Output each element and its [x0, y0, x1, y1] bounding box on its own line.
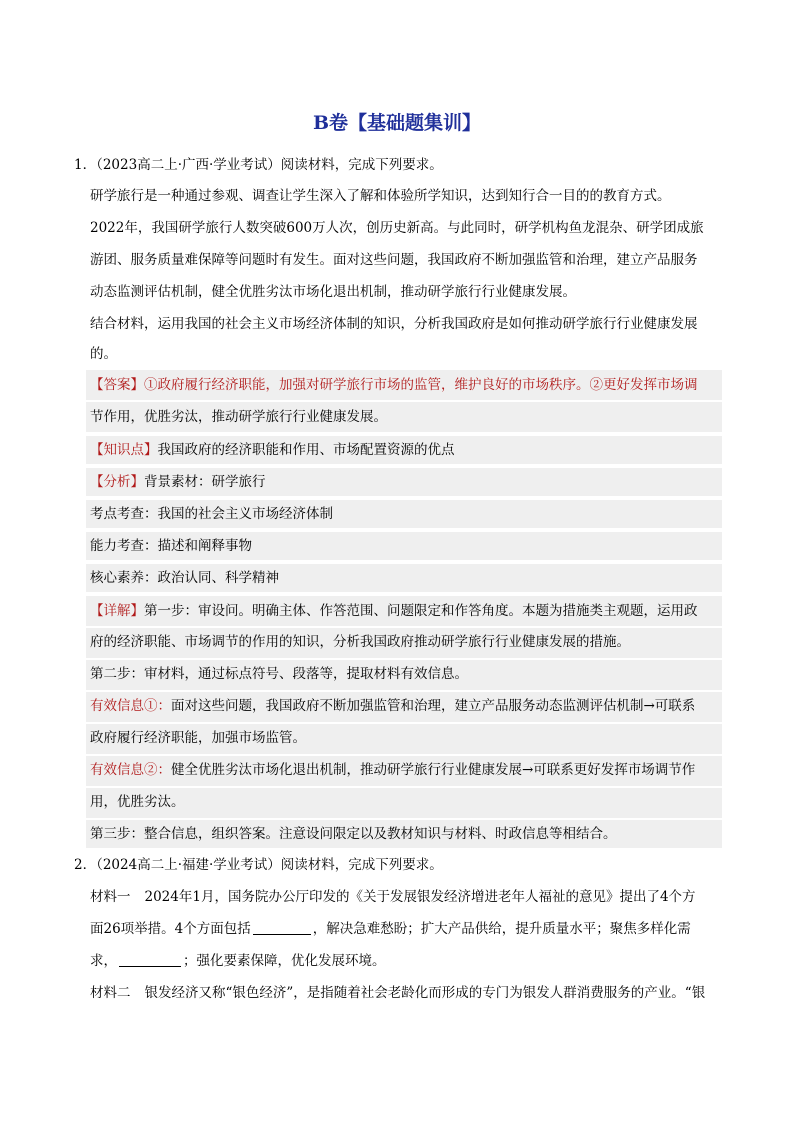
knowledge-text: 我国政府的经济职能和作用、市场配置资源的优点	[157, 442, 455, 458]
material-2-text: 银发经济又称“银色经济”，是指随着社会老龄化而形成的专门为银发人群消费服务的产业。“银	[144, 985, 706, 1001]
question-text: 的。	[90, 346, 117, 362]
analysis-tag: 【分析】	[90, 474, 144, 490]
question-1-header	[74, 155, 443, 175]
material-paragraph: 2022年，我国研学旅行人数突破600万人次，创历史新高。与此同时，研学机构鱼龙混杂、研学团成旅	[90, 220, 704, 236]
detail-text: 第一步：审设问。明确主体、作答范围、问题限定和作答角度。本题为措施类主观题，运用政	[144, 603, 698, 619]
detail-tag: 【详解】	[90, 603, 144, 619]
question-source: （2024高二上·福建·学业考试）	[96, 857, 281, 873]
info-1-text: 政府履行经济职能，加强市场监管。	[90, 730, 306, 746]
answer-line	[90, 375, 698, 395]
info-1-text: 面对这些问题，我国政府不断加强监管和治理，建立产品服务动态监测评估机制→可联系	[171, 698, 696, 714]
analysis-line	[90, 472, 266, 492]
material-1-text: ；强化要素保障，优化发展环境。	[183, 953, 386, 969]
core-literacy: 核心素养：政治认同、科学精神	[90, 570, 279, 586]
info-1-tag: 有效信息①：	[90, 698, 171, 714]
answer-tag: 【答案】	[90, 377, 144, 393]
knowledge-line	[90, 440, 455, 460]
material-1-text: 2024年1月，国务院办公厅印发的《关于发展银发经济增进老年人福祉的意见》提出了4个方	[144, 889, 696, 905]
question-number: 1．	[74, 157, 97, 173]
step-3: 第三步：整合信息，组织答案。注意设问限定以及教材知识与材料、时政信息等相结合。	[90, 826, 617, 842]
material-1-text: 面26项举措。4个方面包括	[90, 921, 251, 937]
material-1-line	[90, 951, 386, 971]
question-2-header	[74, 855, 443, 875]
material-1-label: 材料一	[90, 889, 131, 905]
material-1-line	[90, 887, 696, 907]
material-paragraph: 研学旅行是一种通过参观、调查让学生深入了解和体验所学知识，达到知行合一目的的教育方式。	[90, 188, 671, 204]
question-prompt: 阅读材料，完成下列要求。	[280, 857, 443, 873]
question-number: 2．	[74, 857, 97, 873]
analysis-text: 背景素材：研学旅行	[144, 474, 266, 490]
material-2-label: 材料二	[90, 985, 131, 1001]
material-paragraph: 动态监测评估机制，健全优胜劣汰市场化退出机制，推动研学旅行行业健康发展。	[90, 284, 576, 300]
knowledge-tag: 【知识点】	[90, 442, 158, 458]
exam-point: 考点考查：我国的社会主义市场经济体制	[90, 506, 333, 522]
question-source: （2023高二上·广西·学业考试）	[96, 157, 281, 173]
fill-in-blank-1[interactable]	[253, 920, 311, 935]
info-2-text: 用，优胜劣汰。	[90, 794, 185, 810]
material-1-line	[90, 919, 691, 939]
detail-text: 府的经济职能、市场调节的作用的知识，分析我国政府推动研学旅行行业健康发展的措施。	[90, 634, 630, 650]
page-title: B卷【基础题集训】	[312, 112, 482, 134]
material-1-text: 求，	[90, 953, 117, 969]
material-2-line	[90, 983, 705, 1003]
detail-line	[90, 601, 698, 621]
info-2-text: 健全优胜劣汰市场化退出机制，推动研学旅行行业健康发展→可联系更好发挥市场调节作	[171, 762, 696, 778]
question-text: 结合材料，运用我国的社会主义市场经济体制的知识，分析我国政府是如何推动研学旅行行业健康发展	[90, 316, 698, 332]
info-1-line	[90, 696, 695, 716]
answer-text: 节作用，优胜劣汰，推动研学旅行行业健康发展。	[90, 409, 387, 425]
info-2-tag: 有效信息②：	[90, 762, 171, 778]
fill-in-blank-2[interactable]	[119, 952, 181, 967]
step-2: 第二步：审材料，通过标点符号、段落等，提取材料有效信息。	[90, 666, 468, 682]
answer-text: ①政府履行经济职能，加强对研学旅行市场的监管，维护良好的市场秩序。②更好发挥市场调	[144, 377, 698, 393]
ability: 能力考查：描述和阐释事物	[90, 538, 252, 554]
material-paragraph: 游团、服务质量难保障等问题时有发生。面对这些问题，我国政府不断加强监管和治理，建立产品服务	[90, 252, 698, 268]
info-2-line	[90, 760, 695, 780]
material-1-text: ，解决急难愁盼；扩大产品供给，提升质量水平；聚焦多样化需	[312, 921, 691, 937]
question-prompt: 阅读材料，完成下列要求。	[280, 157, 443, 173]
